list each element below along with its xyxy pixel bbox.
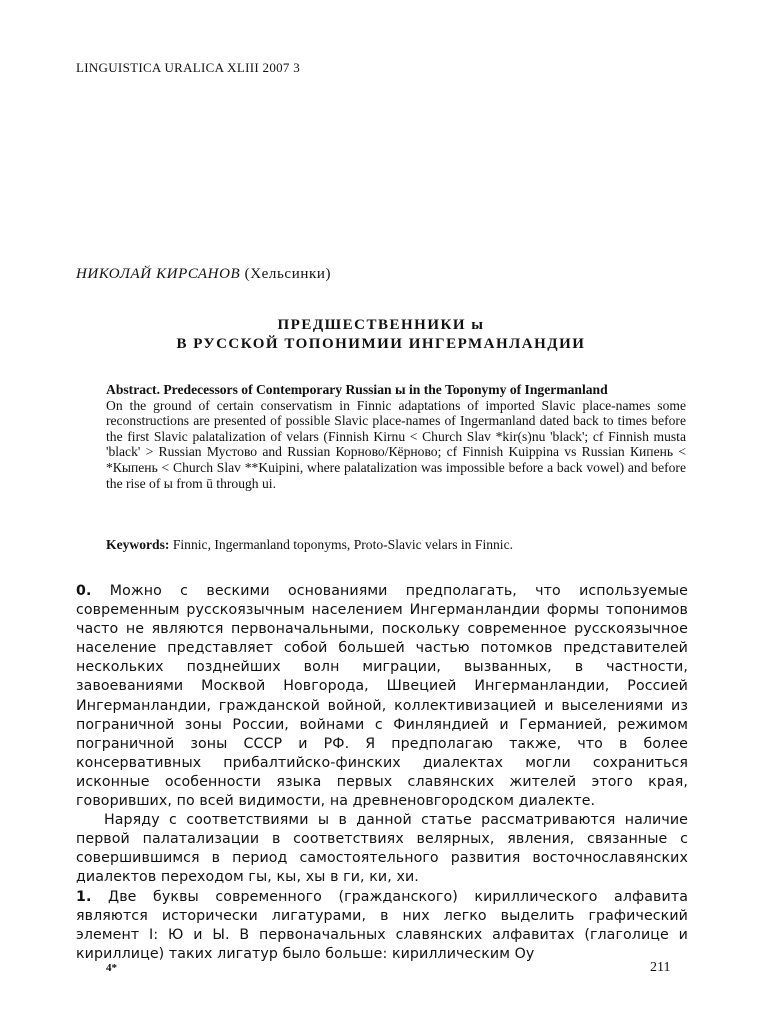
paragraph-2 <box>76 888 688 964</box>
author-line <box>76 266 331 283</box>
keywords <box>106 537 686 553</box>
paragraph-0 <box>76 582 688 811</box>
title-line-1: ПРЕДШЕСТВЕННИКИ ы <box>277 317 485 333</box>
paragraph-1: Наряду с соответствиями ы в данной статье рассматриваются наличие первой палатализации в соответствиях велярных, явления, связанные с совершившимся в период самостоятельного развития восточнославянских диалектов переходом гы, кы, хы в ги, ки, хи. <box>76 812 688 886</box>
page-number: 211 <box>650 960 671 975</box>
running-head: LINGUISTICA URALICA XLIII 2007 3 <box>76 60 301 75</box>
section-number-0: 0. <box>76 583 92 599</box>
signature-mark: 4* <box>106 962 117 974</box>
abstract <box>106 382 686 491</box>
keywords-label: Keywords: <box>106 537 170 552</box>
paragraph-0-text: Можно с вескими основаниями предполагать, что используемые современным русскоязычным населением Ингерманландии формы топонимов часто не являются первоначальными, поскольку современное русскоязычное население представляет собой большей частью потомков представителей нескольких позднейших волн миграции, вызванных, в частности, завоеваниями Москвой Новгорода, Швецией Ингерманландии, Россией Ингерманландии, гражданской войной, коллективизацией и выселениями из пограничной зоны России, войнами с Финляндией и Германией, режимом пограничной зоны СССР и РФ. Я предполагаю также, что в более консервативных прибалтийско-финских диалектах могли сохраниться исконные особенности языка первых славянских жителей этого края, говоривших, по всей видимости, на древненовгородском диалекте. <box>76 583 688 810</box>
abstract-text: On the ground of certain conservatism in Finnic adaptations of imported Slavic place-names some reconstructions are presented of possible Slavic place-names of Ingermanland dated back to times before the first Slavic palatalization of velars (Finnish Kirnu < Church Slav *kir(s)nu 'black'; cf Finnish musta 'black' > Russian Мустово and Russian Корново/Кёрново; cf Finnish Kuippina vs Russian Кипень < *Кыпень < Church Slav **Kuipini, where palatalization was impossible before a back vowel) and before the rise of ы from ū through ui. <box>106 397 686 491</box>
author-name: НИКОЛАЙ КИРСАНОВ <box>76 266 241 282</box>
title-line-2: В РУССКОЙ ТОПОНИМИИ ИНГЕРМАНЛАНДИИ <box>176 336 586 352</box>
abstract-heading: Abstract. Predecessors of Contemporary Russian ы in the Toponymy of Ingermanland <box>106 382 608 397</box>
keywords-text: Finnic, Ingermanland toponyms, Proto-Slavic velars in Finnic. <box>172 537 514 552</box>
section-number-1: 1. <box>76 888 92 905</box>
body-text <box>76 582 688 964</box>
paragraph-2-text: Две буквы современного (гражданского) кириллического алфавита являются исторически лигатурами, в них легко выделить графический элемент I: Ю и Ы. В первоначальных славянских алфавитах (глаголице и кириллице) таких лигатур было больше: кириллическим Оу <box>76 888 688 962</box>
author-affiliation: (Хельсинки) <box>244 266 332 282</box>
article-title <box>76 316 686 354</box>
